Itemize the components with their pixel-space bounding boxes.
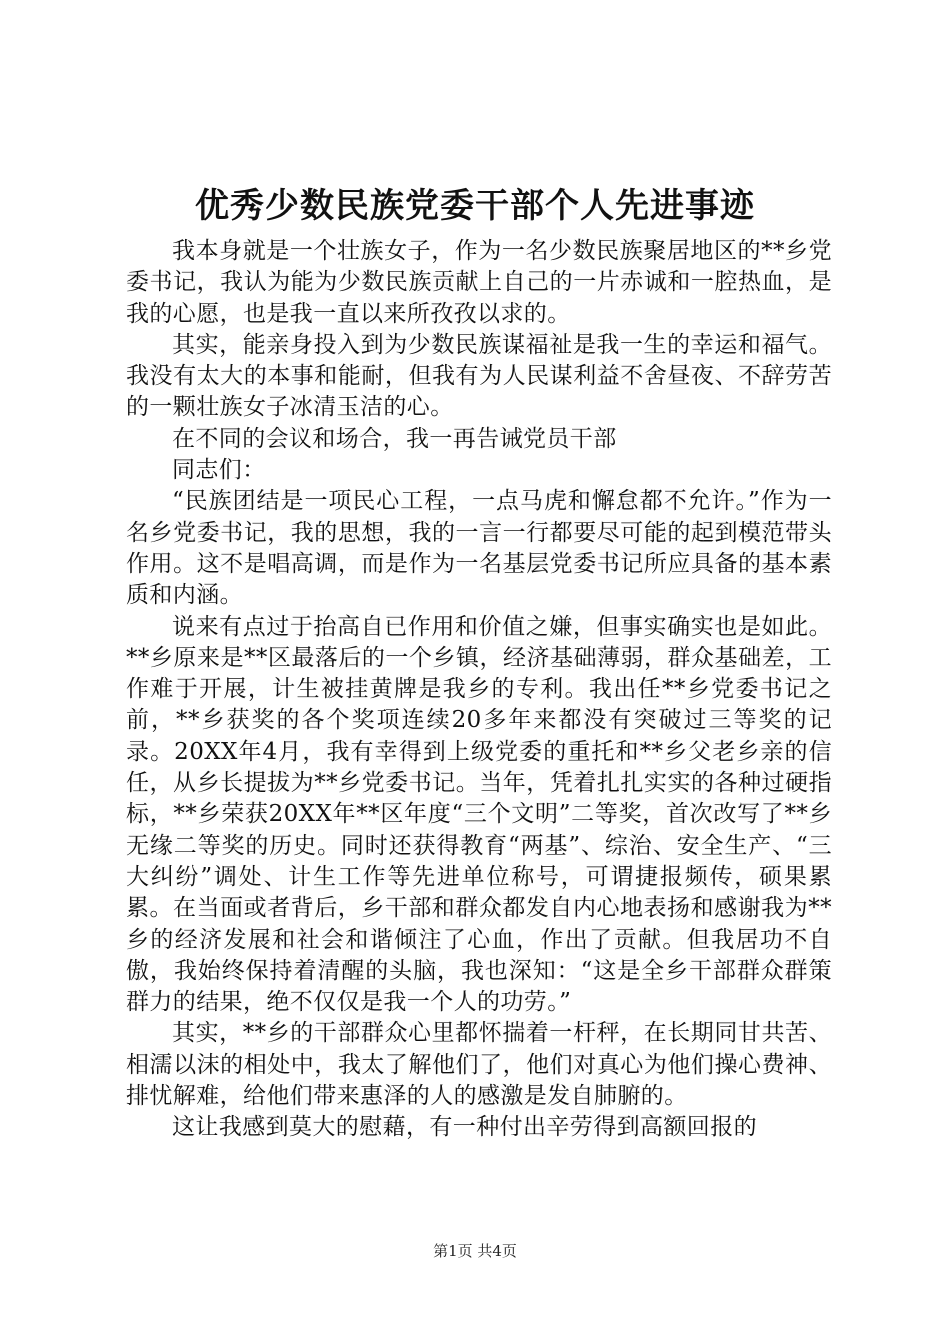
paragraph: 同志们： bbox=[172, 457, 266, 484]
paragraph: 其实，**乡的干部群众心里都怀揣着一杆秤，在长期同甘共苦、相濡以沫的相处中，我太了解他们了，他们对真心为他们操心费神、排忧解难，给他们带来惠泽的人的感激是发自肺腑的。 bbox=[126, 1020, 832, 1110]
paragraph: 在不同的会议和场合，我一再告诫党员干部 bbox=[172, 425, 617, 452]
page-indicator: 第1页 共4页 bbox=[433, 1242, 517, 1260]
document-title: 优秀少数民族党委干部个人先进事迹 bbox=[195, 186, 755, 226]
paragraph: 其实，能亲身投入到为少数民族谋福祉是我一生的幸运和福气。我没有太大的本事和能耐，但我有为人民谋利益不舍昼夜、不辞劳苦的一颗壮族女子冰清玉洁的心。 bbox=[126, 331, 832, 421]
paragraph: 说来有点过于抬高自已作用和价值之嫌，但事实确实也是如此。**乡原来是**区最落后的一个乡镇，经济基础薄弱，群众基础差，工作难于开展，计生被挂黄牌是我乡的专利。我出任**乡党委书记之前，**乡获奖的各个奖项连续20多年来都没有突破过三等奖的记录。20XX年4月，我有幸得到上级党委的重托和**乡父老乡亲的信任，从乡长提拔为**乡党委书记。当年，凭着扎扎实实的各种过硬指标，**乡荣获20XX年**区年度“三个文明”二等奖，首次改写了**乡无缘二等奖的历史。同时还获得教育“两基”、综治、安全生产、“三大纠纷”调处、计生工作等先进单位称号，可谓捷报频传，硕果累累。在当面或者背后，乡干部和群众都发自内心地表扬和感谢我为**乡的经济发展和社会和谐倾注了心血，作出了贡献。但我居功不自傲，我始终保持着清醒的头脑，我也深知：“这是全乡干部群众群策群力的结果，绝不仅仅是我一个人的功劳。” bbox=[126, 613, 832, 1016]
paragraph-quote: “民族团结是一项民心工程，一点马虎和懈怠都不允许。”作为一名乡党委书记，我的思想，我的一言一行都要尽可能的起到模范带头作用。这不是唱高调，而是作为一名基层党委书记所应具备的基本素质和内涵。 bbox=[126, 488, 832, 609]
paragraph: 我本身就是一个壮族女子，作为一名少数民族聚居地区的**乡党委书记，我认为能为少数民族贡献上自己的一片赤诚和一腔热血，是我的心愿，也是我一直以来所孜孜以求的。 bbox=[126, 238, 832, 327]
paragraph: 这让我感到莫大的慰藉，有一种付出辛劳得到高额回报的 bbox=[172, 1114, 757, 1141]
document-body bbox=[126, 236, 832, 1144]
